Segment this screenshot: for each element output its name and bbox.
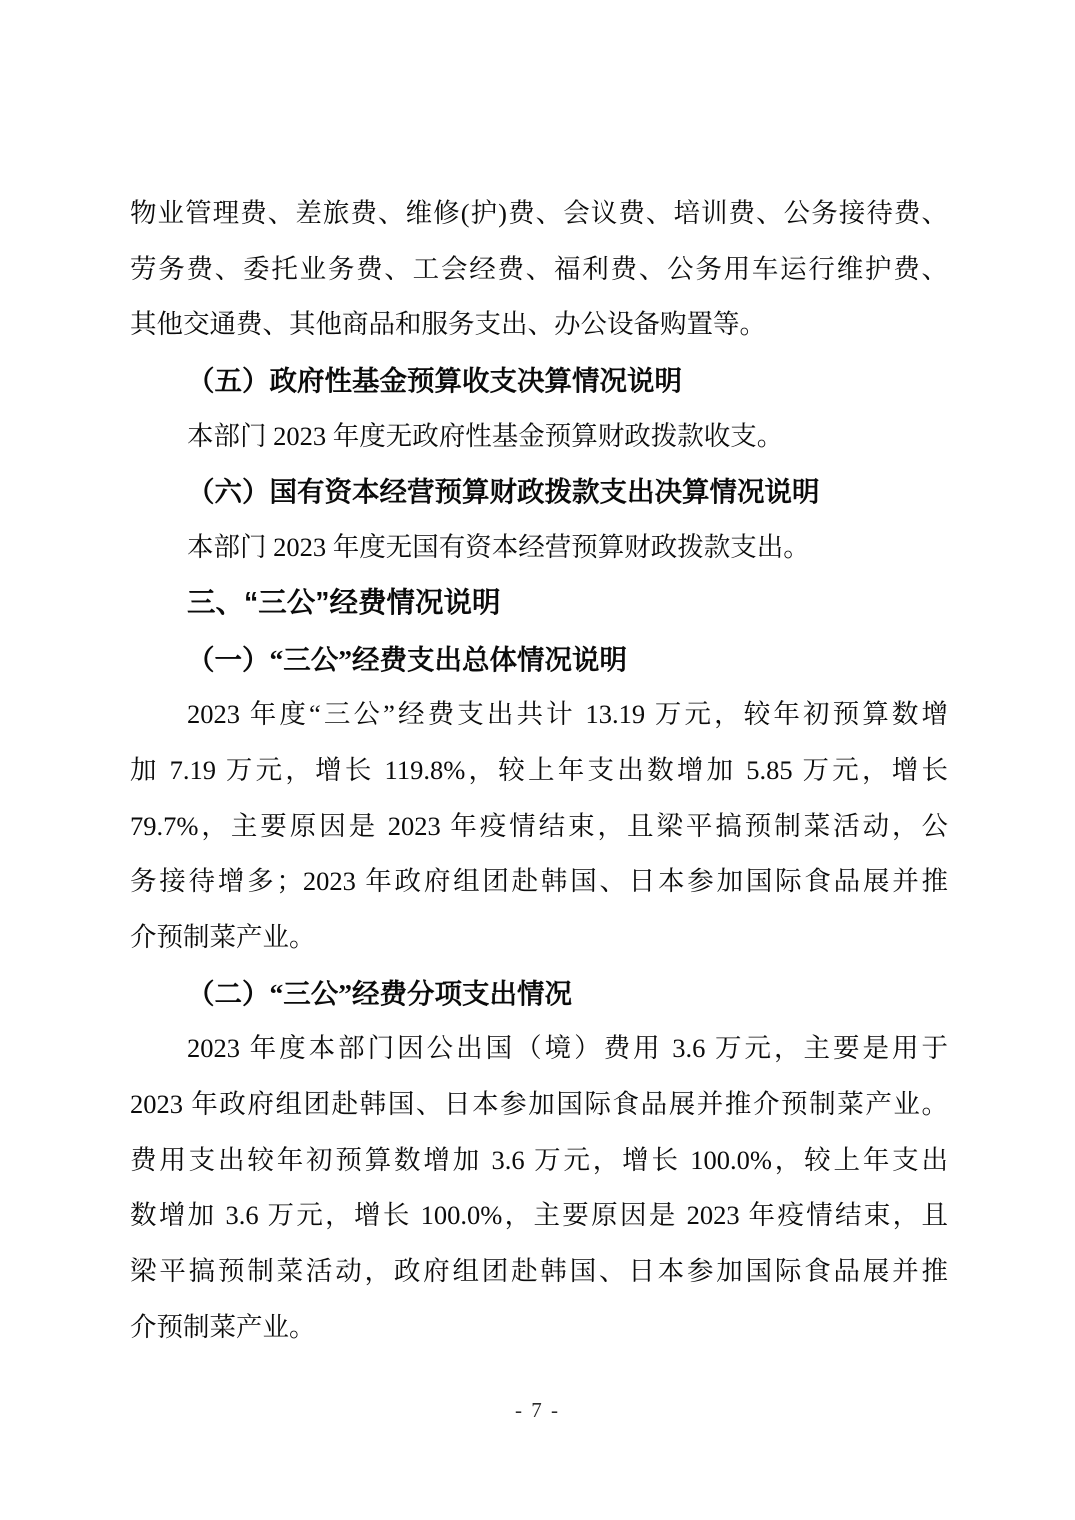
para-3-2-line-5: 梁平搞预制菜活动，政府组团赴韩国、日本参加国际食品展并推 [130, 1256, 948, 1287]
page-number: - 7 - [515, 1398, 560, 1422]
section-3-1-heading: （一）“三公”经费支出总体情况说明 [187, 643, 627, 675]
section-5-heading: （五）政府性基金预算收支决算情况说明 [187, 365, 682, 397]
para-expense-items-line-3: 其他交通费、其他商品和服务支出、办公设备购置等。 [130, 309, 766, 340]
para-3-1-line-2: 加 7.19 万元，增长 119.8%，较上年支出数增加 5.85 万元，增长 [130, 754, 948, 785]
para-expense-items-line-2: 劳务费、委托业务费、工会经费、福利费、公务用车运行维护费、 [130, 253, 948, 284]
para-3-1-line-5: 介预制菜产业。 [130, 921, 316, 952]
section-3-2-heading: （二）“三公”经费分项支出情况 [187, 977, 572, 1009]
para-3-1-line-1: 2023 年度“三公”经费支出共计 13.19 万元，较年初预算数增 [187, 699, 948, 730]
document-body [130, 186, 948, 1355]
para-3-2-line-2: 2023 年政府组团赴韩国、日本参加国际食品展并推介预制菜产业。 [130, 1089, 948, 1119]
para-3-1-line-3: 79.7%，主要原因是 2023 年疫情结束，且梁平搞预制菜活动，公 [130, 810, 948, 841]
para-3-2-line-3: 费用支出较年初预算数增加 3.6 万元，增长 100.0%，较上年支出 [130, 1144, 948, 1175]
section-5-body: 本部门 2023 年度无政府性基金预算财政拨款收支。 [187, 420, 784, 451]
para-expense-items-line-1: 物业管理费、差旅费、维修(护)费、会议费、培训费、公务接待费、 [130, 198, 948, 228]
para-3-2-line-1: 2023 年度本部门因公出国（境）费用 3.6 万元，主要是用于 [187, 1033, 948, 1064]
chapter-3-heading: 三、“三公”经费情况说明 [187, 586, 501, 619]
section-6-body: 本部门 2023 年度无国有资本经营预算财政拨款支出。 [187, 532, 810, 563]
para-3-2-line-6: 介预制菜产业。 [130, 1311, 316, 1342]
para-3-1-line-4: 务接待增多；2023 年政府组团赴韩国、日本参加国际食品展并推 [130, 866, 948, 897]
section-6-heading: （六）国有资本经营预算财政拨款支出决算情况说明 [187, 476, 820, 508]
para-3-2-line-4: 数增加 3.6 万元，增长 100.0%，主要原因是 2023 年疫情结束，且 [130, 1200, 948, 1231]
